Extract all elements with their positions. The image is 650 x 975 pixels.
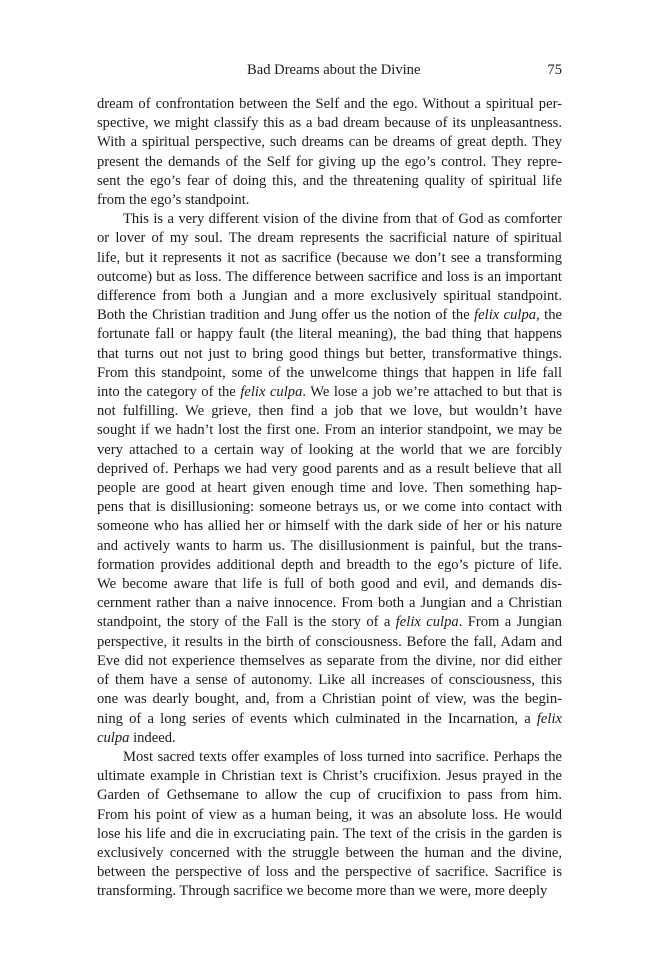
- text-line: sent the ego’s fear of doing this, and the threatening quality of spiritual life: [97, 172, 562, 189]
- text-line: exclusively concerned with the struggle between the human and the divine,: [97, 844, 562, 861]
- text-line: Garden of Gethsemane to allow the cup of crucifixion to pass from him.: [97, 787, 562, 804]
- paragraph: [97, 210, 562, 748]
- text-line: spective, we might classify this as a bad dream because of its unpleasantness.: [97, 115, 562, 132]
- text-line: perspective, it results in the birth of consciousness. Before the fall, Adam and: [97, 633, 562, 650]
- text-line: fortunate fall or happy fault (the literal meaning), the bad thing that happens: [97, 326, 562, 343]
- text-line: From his point of view as a human being, it was an absolute loss. He would: [97, 806, 562, 823]
- text-line: With a spiritual perspective, such dreams can be dreams of great depth. They: [97, 134, 562, 151]
- text-line: ultimate example in Christian text is Christ’s crucifixion. Jesus prayed in the: [97, 768, 562, 785]
- italic-phrase: felix culpa: [395, 614, 459, 631]
- text-line: outcome) but as loss. The difference between sacrifice and loss is an important: [97, 268, 562, 285]
- text-line: transforming. Through sacrifice we become more than we were, more deeply: [97, 883, 548, 900]
- italic-phrase: felix culpa: [474, 307, 537, 324]
- text-line: deprived of. Perhaps we had very good parents and as a result believe that all: [97, 460, 562, 477]
- italic-phrase: culpa: [97, 729, 130, 746]
- text-line: not fulfilling. We grieve, then find a job that we love, but wouldn’t have: [97, 403, 562, 420]
- text-line: We become aware that life is full of both good and evil, and demands dis-: [97, 576, 562, 593]
- text-line: Both the Christian tradition and Jung offer us the notion of the felix culpa, the: [97, 307, 562, 324]
- text-line: culpa indeed.: [97, 729, 176, 746]
- text-line: This is a very different vision of the divine from that of God as comforter: [123, 211, 562, 228]
- text-line: Eve did not experience themselves as separate from the divine, nor did either: [97, 652, 562, 669]
- text-line: into the category of the felix culpa. We lose a job we’re attached to but that is: [97, 384, 563, 401]
- text-line: standpoint, the story of the Fall is the story of a felix culpa. From a Jungian: [97, 614, 562, 631]
- text-line: or lover of my soul. The dream represents the sacrificial nature of spiritual: [97, 230, 562, 247]
- text-line: people are good at heart given enough time and love. Then something hap-: [97, 480, 562, 497]
- text-line: pens that is disillusioning: someone betrays us, or we come into contact with: [97, 499, 562, 516]
- italic-phrase: felix: [536, 710, 562, 727]
- text-line: life, but it represents it not as sacrifice (because we don’t see a transforming: [97, 249, 562, 266]
- text-line: present the demands of the Self for giving up the ego’s control. They repre-: [97, 153, 562, 170]
- text-line: and actively wants to harm us. The disillusionment is painful, but the trans-: [97, 537, 562, 554]
- text-line: ning of a long series of events which culminated in the Incarnation, a felix: [97, 710, 562, 727]
- paragraph: [97, 748, 562, 902]
- text-line: formation provides additional depth and breadth to the ego’s picture of life.: [97, 556, 562, 573]
- text-line: Most sacred texts offer examples of loss turned into sacrifice. Perhaps the: [123, 748, 562, 765]
- text-line: between the perspective of loss and the perspective of sacrifice. Sacrifice is: [97, 864, 562, 881]
- text-line: difference from both a Jungian and a more exclusively spiritual standpoint.: [97, 288, 562, 305]
- body-text: [97, 95, 562, 902]
- text-line: sought if we hadn’t lost the first one. From an interior standpoint, we may be: [97, 422, 562, 439]
- text-line: lose his life and die in excruciating pain. The text of the crisis in the garden is: [97, 825, 562, 842]
- text-line: dream of confrontation between the Self and the ego. Without a spiritual per-: [97, 96, 562, 112]
- text-line: From this standpoint, some of the unwelcome things that happen in life fall: [97, 364, 562, 381]
- text-line: very attached to a certain way of looking at the world that we are forcibly: [97, 441, 562, 458]
- text-line: cernment rather than a naive innocence. From both a Jungian and a Christian: [97, 595, 562, 612]
- text-line: one was dearly bought, and, from a Christian point of view, was the begin-: [97, 691, 562, 708]
- text-line: from the ego’s standpoint.: [97, 192, 250, 209]
- running-head-title: Bad Dreams about the Divine: [247, 62, 421, 78]
- text-line: that turns out not just to bring good things but better, transformative things.: [97, 345, 562, 362]
- page-number: 75: [547, 62, 562, 78]
- italic-phrase: felix culpa: [240, 384, 303, 401]
- paragraph: [97, 95, 562, 210]
- text-line: of them have a sense of autonomy. Like all increases of consciousness, this: [97, 672, 562, 689]
- text-line: someone who has allied her or himself with the dark side of her or his nature: [97, 518, 562, 535]
